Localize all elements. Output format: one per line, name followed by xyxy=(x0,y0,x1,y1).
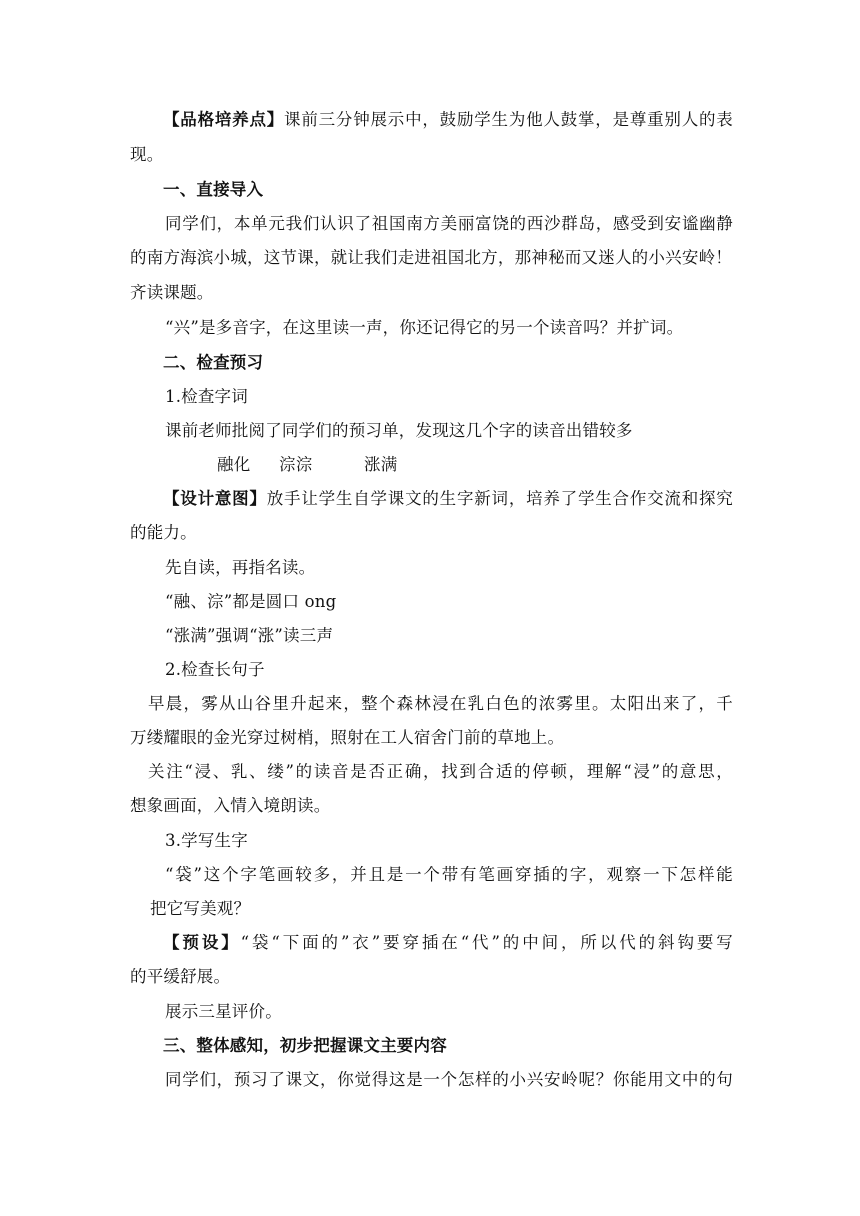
paragraph-design-intent-line2: 的能力。 xyxy=(130,523,197,542)
word-item: 融化 xyxy=(217,455,251,474)
paragraph-intro-line3: 齐读课题。 xyxy=(130,283,214,302)
tag-design-intent: 【设计意图】 xyxy=(163,489,267,508)
paragraph-overall-question: 同学们，预习了课文，你觉得这是一个怎样的小兴安岭呢？你能用文中的句 xyxy=(165,1070,733,1089)
paragraph-polyphone: “兴”是多音字，在这里读一声，你还记得它的另一个读音吗？并扩词。 xyxy=(165,318,684,337)
word-item: 涨满 xyxy=(364,455,398,474)
tag-preset: 【预设】 xyxy=(163,933,241,952)
paragraph-text: “袋“下面的”衣”要穿插在“代”的中间，所以代的斜钩要写 xyxy=(240,933,733,952)
paragraph-attention-line1: 关注“浸、乳、缕”的读音是否正确，找到合适的停顿，理解“浸”的意思， xyxy=(148,762,733,781)
paragraph-character-cultivation-line2: 现。 xyxy=(130,145,164,164)
tag-character-cultivation: 【品格培养点】 xyxy=(163,110,285,129)
paragraph-ong-note: “融、淙”都是圆口 ong xyxy=(165,592,337,611)
heading-direct-intro: 一、直接导入 xyxy=(163,180,264,199)
subheading-check-sentences: 2.检查长句子 xyxy=(165,660,265,679)
paragraph-character-cultivation-line1 xyxy=(163,110,733,130)
heading-check-preview: 二、检查预习 xyxy=(163,353,264,372)
paragraph-text: 放手让学生自学课文的生字新词，培养了学生合作交流和探究 xyxy=(266,489,733,508)
heading-overall-perception: 三、整体感知，初步把握课文主要内容 xyxy=(163,1036,447,1055)
subheading-check-words: 1.检查字词 xyxy=(165,387,248,406)
paragraph-intro-line2: 的南方海滨小城，这节课，就让我们走进祖国北方，那神秘而又迷人的小兴安岭！ xyxy=(130,248,732,267)
paragraph-dai-line2: 把它写美观？ xyxy=(150,899,251,918)
paragraph-attention-line2: 想象画面，入情入境朗读。 xyxy=(130,796,331,815)
paragraph-morning-line1: 早晨，雾从山谷里升起来，整个森林浸在乳白色的浓雾里。太阳出来了，千 xyxy=(148,694,733,713)
paragraph-three-star: 展示三星评价。 xyxy=(165,1002,282,1021)
subheading-write-characters: 3.学写生字 xyxy=(165,831,248,850)
paragraph-read-first: 先自读，再指名读。 xyxy=(165,558,316,577)
paragraph-text: 课前三分钟展示中，鼓励学生为他人鼓掌，是尊重别人的表 xyxy=(284,110,734,129)
paragraph-design-intent-line1 xyxy=(163,489,733,509)
paragraph-preset-line1 xyxy=(163,933,733,953)
paragraph-morning-line2: 万缕耀眼的金光穿过树梢，照射在工人宿舍门前的草地上。 xyxy=(130,728,565,747)
paragraph-intro-line1: 同学们，本单元我们认识了祖国南方美丽富饶的西沙群岛，感受到安谧幽静 xyxy=(165,214,733,233)
paragraph-dai-line1: “袋”这个字笔画较多，并且是一个带有笔画穿插的字，观察一下怎样能 xyxy=(165,865,733,884)
paragraph-tone-note: “涨满”强调“涨”读三声 xyxy=(165,626,334,645)
paragraph-preview-sheet: 课前老师批阅了同学们的预习单，发现这几个字的读音出错较多 xyxy=(165,421,633,440)
paragraph-preset-line2: 的平缓舒展。 xyxy=(130,967,231,986)
word-item: 淙淙 xyxy=(279,455,313,474)
word-list xyxy=(217,455,424,475)
